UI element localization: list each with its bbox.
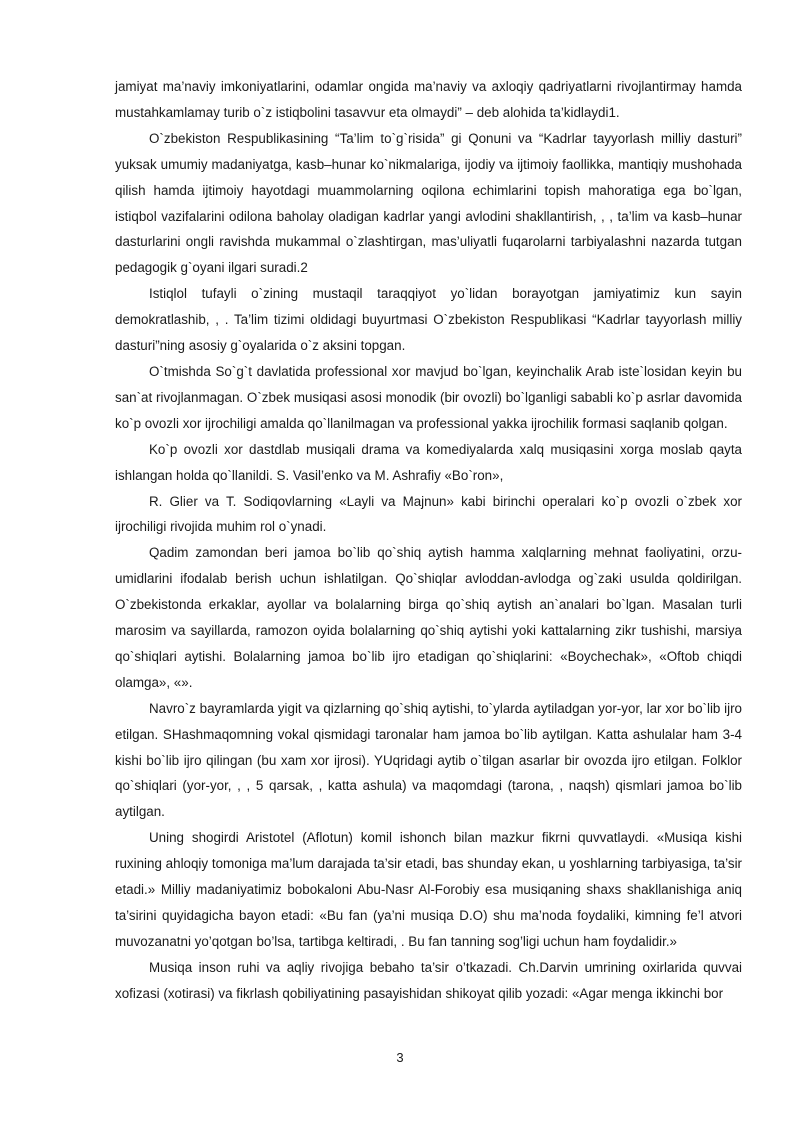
paragraph-4: O`tmishda So`g`t davlatida professional xor mavjud bo`lgan, keyinchalik Arab iste`losidan keyin bu san`at rivojlanmagan. O`zbek musiqasi asosi monodik (bir ovozli) bo`lganligi sababli ko`p asrlar davomida ko`p ovozli xor ijrochiligi amalda qo`llanilmagan va professional yakka ijrochilik formasi saqlanib qolgan. <box>115 363 742 431</box>
paragraph-8: Navro`z bayramlarda yigit va qizlarning qo`shiq aytishi, to`ylarda aytiladgan yor-yor, lar xor bo`lib ijro etilgan. SHashmaqomning vokal qismidagi taronalar ham jamoa bo`lib aytilgan. Katta ashulalar ham 3-4 kishi bo`lib ijro qilingan (bu xam xor ijrosi). YUqridagi aytib o`tilgan asarlar bir ovozda ijro etilgan. Folklor qo`shiqlari (yor-yor, , , 5 qarsak, , katta ashula) va maqomdagi (tarona, , naqsh) qismlari jamoa bo`lib aytilgan. <box>115 700 742 820</box>
paragraph-3: Istiqlol tufayli o`zining mustaqil taraqqiyot yo`lidan borayotgan jamiyatimiz kun sayin demokratlashib, , . Ta’lim tizimi oldidagi buyurtmasi O`zbekiston Respublikasi “Kadrlar tayyorlash milliy dasturi”ning asosiy g`oyalarida o`z aksini topgan. <box>115 286 742 354</box>
paragraph-10: Musiqa inson ruhi va aqliy rivojiga bebaho ta’sir o’tkazadi. Ch.Darvin umrining oxirlarida quvvai xofizasi (xotirasi) va fikrlash qobiliyatining pasayishidan shikoyat qilib yozadi: «Agar menga ikkinchi bor <box>115 959 742 1001</box>
paragraph-7: Qadim zamondan beri jamoa bo`lib qo`shiq aytish hamma xalqlarning mehnat faoliyatini, orzu-umidlarini ifodalab berish uchun ishlatilgan. Qo`shiqlar avloddan-avlodga og`zaki usulda qoldirilgan. O`zbekistonda erkaklar, ayollar va bolalarning birga qo`shiq aytish an`analari bo`lgan. Masalan turli marosim va sayillarda, ramozon oyida bolalarning qo`shiq aytishi yoki kattalarning zikr tushishi, marsiya qo`shiqlari aytishi. Bolalarning jamoa bo`lib ijro etadigan qo`shiqlarini: «Boychechak», «Oftob chiqdi olamga», «». <box>115 545 742 690</box>
paragraph-5: Ko`p ovozli xor dastdlab musiqali drama va komediyalarda xalq musiqasini xorga moslab qayta ishlangan holda qo`llanildi. S. Vasil’enko va M. Ashrafiy «Bo`ron», <box>115 441 742 483</box>
document-body <box>115 74 742 1007</box>
paragraph-1: jamiyat ma’naviy imkoniyatlarini, odamlar ongida ma’naviy va axloqiy qadriyatlarni rivojlantirmay hamda mustahkamlamay turib o`z istiqbolini tasavvur eta olmaydi” – deb alohida ta’kidlaydi1. <box>115 79 742 120</box>
paragraph-2: O`zbekiston Respublikasining “Ta’lim to`g`risida” gi Qonuni va “Kadrlar tayyorlash milliy dasturi” yuksak umumiy madaniyatga, kasb–hunar ko`nikmalariga, ijodiy va ijtimoiy faollikka, mantiqiy mushohada qilish hamda ijtimoiy hayotdagi muammolarning oqilona echimlarini topish mahoratiga ega bo`lgan, istiqbol vazifalarini odilona baholay oladigan kadrlar yangi avlodini shakllantirish, , , ta’lim va kasb–hunar dasturlarini ongli ravishda mukammal o`zlashtirgan, mas’uliyatli fuqarolarni tarbiyalashni nazarda tutgan pedagogik g`oyani ilgari suradi.2 <box>115 130 742 276</box>
page-number: 3 <box>396 1050 404 1065</box>
paragraph-6: R. Glier va T. Sodiqovlarning «Layli va Majnun» kabi birinchi operalari ko`p ovozli o`zbek xor ijrochiligi rivojida muhim rol o`ynadi. <box>115 493 742 535</box>
paragraph-9: Uning shogirdi Aristotel (Aflotun) komil ishonch bilan mazkur fikrni quvvatlaydi. «Musiqa kishi ruxining ahloqiy tomoniga ma’lum darajada ta’sir etadi, bas shunday ekan, u yoshlarning tarbiyasiga, ta’sir etadi.» Milliy madaniyatimiz bobokaloni Abu-Nasr Al-Forobiy esa musiqaning shaxs shakllanishiga aniq ta’sirini quyidagicha bayon etadi: «Bu fan (ya’ni musiqa D.O) shu ma’noda foydaliki, kimning fe’l atvori muvozanatni yo’qotgan bo’lsa, tartibga keltiradi, . Bu fan tanning sog’ligi uchun ham foydalidir.» <box>115 830 742 949</box>
